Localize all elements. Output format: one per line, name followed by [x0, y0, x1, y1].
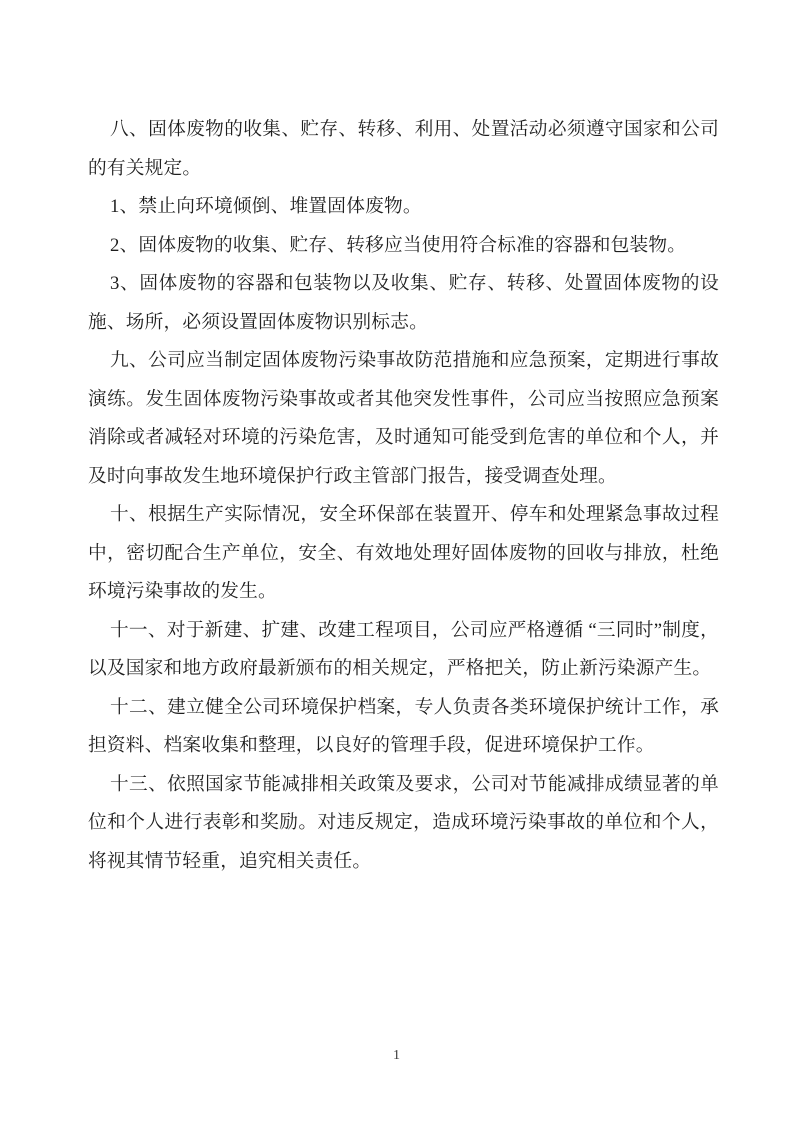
- paragraph-subitem-1: 1、禁止向环境倾倒、堆置固体废物。: [110, 196, 422, 217]
- page-number: 1: [393, 1048, 400, 1063]
- paragraph-subitem-3: 3、固体废物的容器和包装物以及收集、贮存、转移、处置固体废物的设施、场所，必须设置固体废物识别标志。: [88, 273, 719, 333]
- paragraph-item-9: 九、公司应当制定固体废物污染事故防范措施和应急预案，定期进行事故演练。发生固体废物污染事故或者其他突发性事件，公司应当按照应急预案消除或者减轻对环境的污染危害，及时通知可能受到危害的单位和个人，并及时向事故发生地环境保护行政主管部门报告，接受调查处理。: [88, 350, 719, 487]
- document-body: [88, 111, 719, 881]
- paragraph-subitem-2: 2、固体废物的收集、贮存、转移应当使用符合标准的容器和包装物。: [110, 234, 687, 256]
- page-footer: [0, 1048, 793, 1064]
- paragraph-item-10: 十、根据生产实际情况，安全环保部在装置开、停车和处理紧急事故过程中，密切配合生产单位，安全、有效地处理好固体废物的回收与排放，杜绝环境污染事故的发生。: [88, 504, 719, 602]
- paragraph-item-12: 十二、建立健全公司环境保护档案，专人负责各类环境保护统计工作，承担资料、档案收集和整理，以良好的管理手段，促进环境保护工作。: [88, 696, 719, 756]
- paragraph-item-13: 十三、依照国家节能减排相关政策及要求，公司对节能减排成绩显著的单位和个人进行表彰和奖励。对违反规定，造成环境污染事故的单位和个人，将视其情节轻重，追究相关责任。: [88, 773, 719, 872]
- paragraph-item-8: 八、固体废物的收集、贮存、转移、利用、处置活动必须遵守国家和公司的有关规定。: [88, 119, 719, 179]
- paragraph-item-11: 十一、对于新建、扩建、改建工程项目，公司应严格遵循 “三同时”制度，以及国家和地方政府最新颁布的相关规定，严格把关，防止新污染源产生。: [88, 619, 719, 679]
